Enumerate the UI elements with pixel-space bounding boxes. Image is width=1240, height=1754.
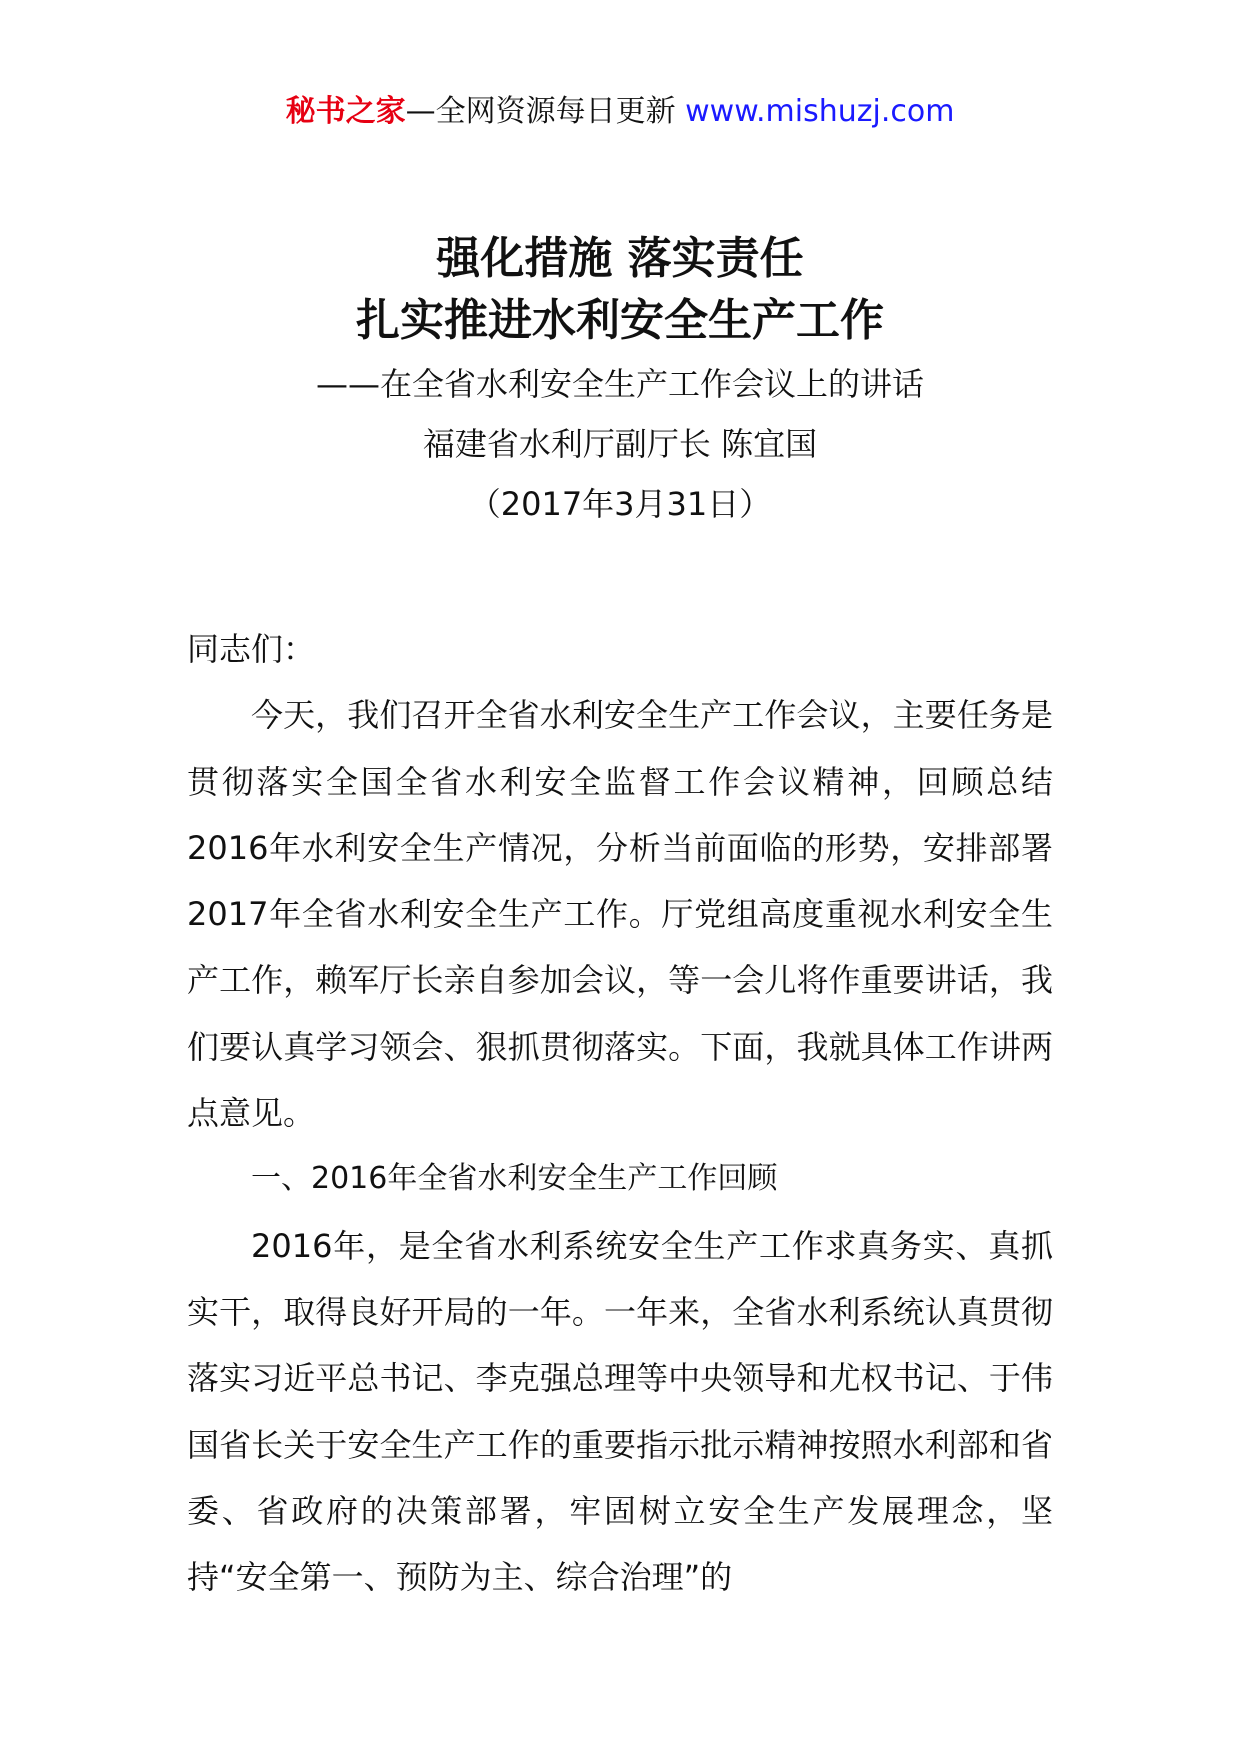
- document-title-line2: 扎实推进水利安全生产工作: [356, 295, 884, 346]
- site-banner: [0, 92, 1240, 132]
- brand-name: 秘书之家: [285, 94, 406, 129]
- paragraph-1: 今天，我们召开全省水利安全生产工作会议，主要任务是贯彻落实全国全省水利安全监督工作会议精神，回顾总结2016年水利安全生产情况，分析当前面临的形势，安排部署2017年全省水利安全生产工作。厅党组高度重视水利安全生产工作，赖军厅长亲自参加会议，等一会儿将作重要讲话，我们要认真学习领会、狠抓贯彻落实。下面，我就具体工作讲两点意见。: [187, 696, 1053, 1133]
- document-body: [187, 616, 1053, 1610]
- document-date: （2017年3月31日）: [468, 485, 772, 523]
- document-title-line1: 强化措施 落实责任: [436, 233, 804, 284]
- paragraph-2: 2016年，是全省水利系统安全生产工作求真务实、真抓实干，取得良好开局的一年。一年来，全省水利系统认真贯彻落实习近平总书记、李克强总理等中央领导和尤权书记、于伟国省长关于安全生产工作的重要指示批示精神按照水利部和省委、省政府的决策部署，牢固树立安全生产发展理念，坚持“安全第一、预防为主、综合治理”的: [187, 1226, 1053, 1597]
- banner-slogan: —全网资源每日更新: [405, 94, 686, 129]
- document-author: 福建省水利厅副厅长 陈宜国: [422, 425, 818, 463]
- site-url-link[interactable]: www.mishuzj.com: [685, 94, 955, 129]
- section-1-heading: 一、2016年全省水利安全生产工作回顾: [251, 1161, 778, 1197]
- document-subtitle: ——在全省水利安全生产工作会议上的讲话: [315, 365, 924, 403]
- document-heading: [0, 228, 1240, 534]
- salutation: 同志们：: [187, 630, 316, 668]
